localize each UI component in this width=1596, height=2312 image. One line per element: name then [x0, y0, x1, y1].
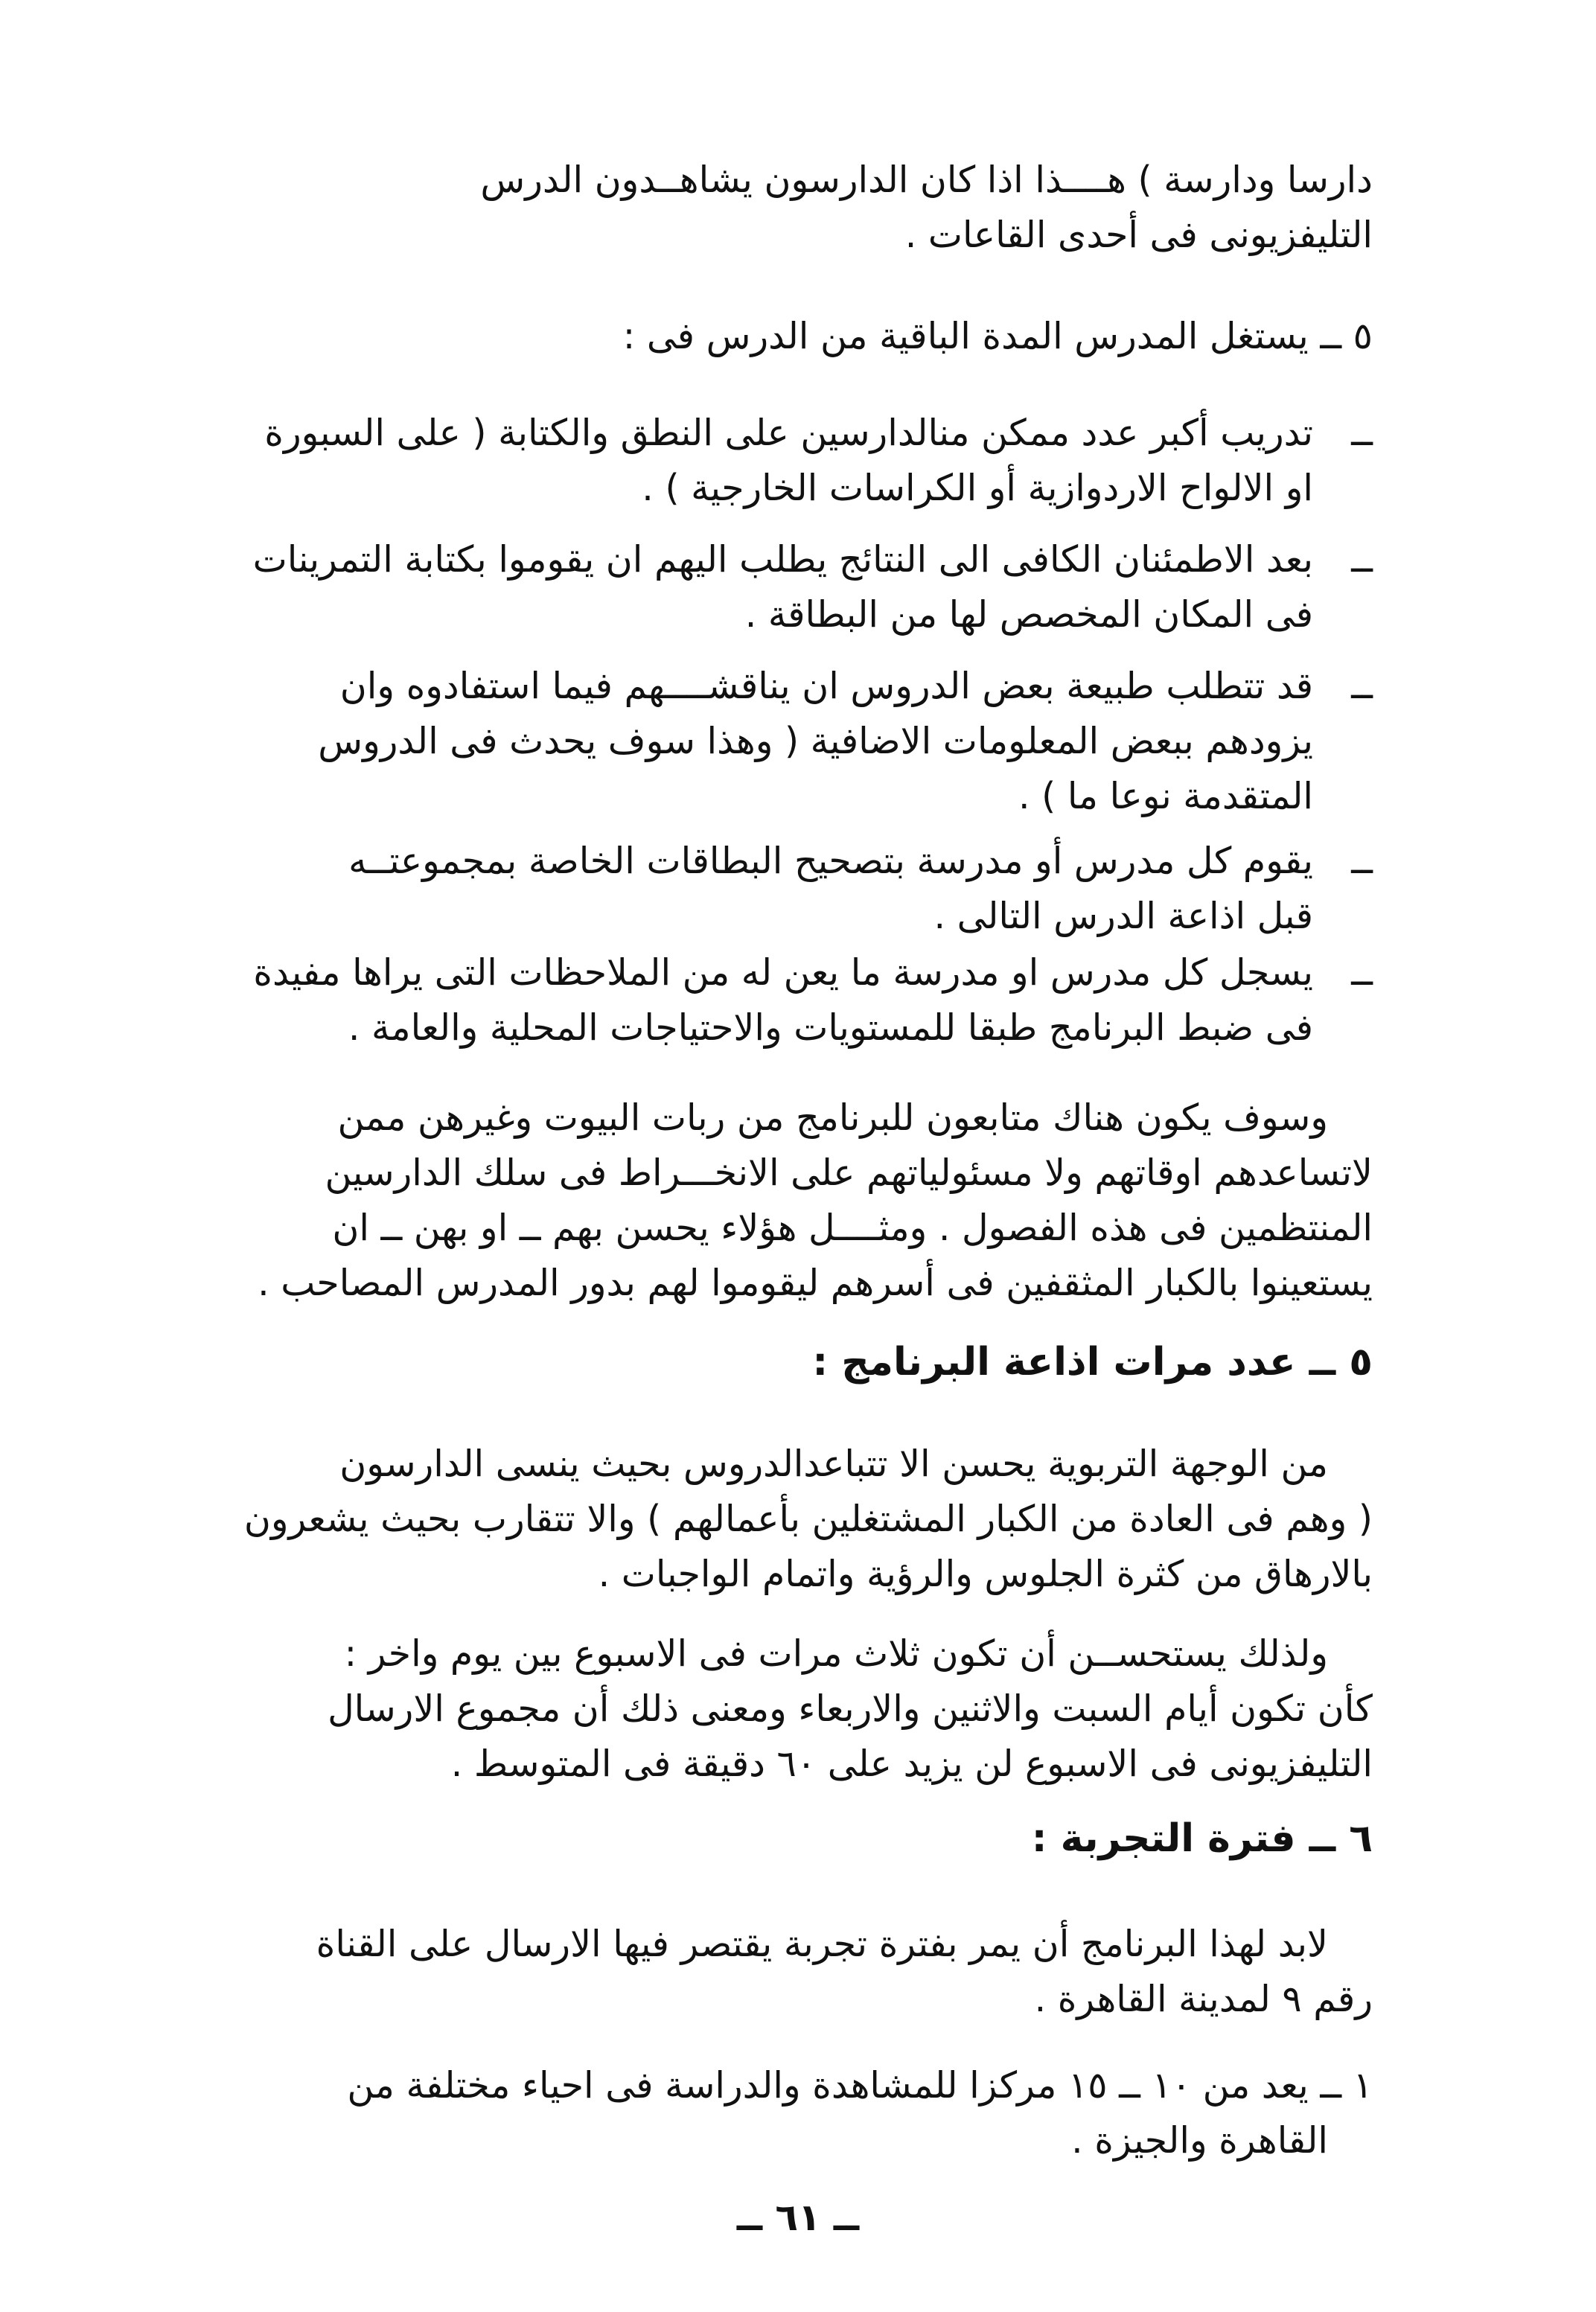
dash-marker: ــ	[1351, 840, 1373, 882]
text-line: ولذلك يستحســن أن تكون ثلاث مرات فى الاسبوع بين يوم واخر :	[344, 1632, 1328, 1675]
text-line: ٥ ــ يستغل المدرس المدة الباقية من الدرس فى :	[622, 315, 1373, 357]
text-line: المنتظمين فى هذه الفصول . ومثــــل هؤلاء يحسن بهم ــ او بهن ــ ان	[332, 1207, 1373, 1249]
dash-marker: ــ	[1351, 665, 1373, 707]
text-line: بالارهاق من كثرة الجلوس والرؤية واتمام الواجبات .	[598, 1553, 1373, 1595]
text-line: بعد الاطمئنان الكافى الى النتائج يطلب اليهم ان يقوموا بكتابة التمرينات	[252, 538, 1313, 581]
section-heading: ٥ ــ عدد مرات اذاعة البرنامج :	[812, 1340, 1373, 1385]
text-line: تدريب أكبر عدد ممكن منالدارسين على النطق والكتابة ( على السبورة	[264, 412, 1313, 454]
bullet-item	[256, 834, 1373, 944]
dash-marker: ــ	[1351, 412, 1373, 454]
text-line: كأن تكون أيام السبت والاثنين والاربعاء ومعنى ذلك أن مجموع الارسال	[328, 1687, 1373, 1730]
paragraph-schedule	[278, 1626, 1373, 1792]
text-line: وسوف يكون هناك متابعون للبرنامج من ربات البيوت وغيرهن ممن	[337, 1096, 1328, 1139]
text-line: ( وهم فى العادة من الكبار المشتغلين بأعمالهم ) والا تتقارب بحيث يشعرون	[243, 1498, 1373, 1540]
text-line: من الوجهة التربوية يحسن الا تتباعدالدروس بحيث ينسى الدارسون	[339, 1443, 1328, 1485]
bullet-item	[252, 532, 1373, 642]
paragraph-pedagogy	[243, 1437, 1373, 1602]
text-line: ١ ــ يعد من ١٠ ــ ١٥ مركزا للمشاهدة والدراسة فى احياء مختلفة من	[347, 2064, 1373, 2107]
text-line: يستعينوا بالكبار المثقفين فى أسرهم ليقوموا لهم بدور المدرس المصاحب .	[258, 1262, 1373, 1304]
text-line: فى ضبط البرنامج طبقا للمستويات والاحتياجات المحلية والعامة .	[348, 1006, 1313, 1049]
dash-marker: ــ	[1351, 951, 1373, 994]
section-5-intro	[278, 309, 1373, 364]
text-line: قبل اذاعة الدرس التالى .	[933, 895, 1313, 937]
paragraph-continuation	[278, 153, 1373, 263]
numbered-item	[278, 2058, 1373, 2168]
text-line: دارسا ودارسة ) هــــذا اذا كان الدارسون يشاهــدون الدرس	[480, 159, 1373, 201]
text-line: القاهرة والجيزة .	[1071, 2119, 1328, 2162]
text-line: فى المكان المخصص لها من البطاقة .	[744, 593, 1313, 636]
text-line: التليفزيونى فى أحدى القاعات .	[904, 214, 1373, 256]
bullet-item	[253, 945, 1373, 1056]
section-heading: ٦ ــ فترة التجربة :	[1031, 1816, 1373, 1861]
text-line: لاتساعدهم اوقاتهم ولا مسئولياتهم على الانخـــراط فى سلك الدارسين	[325, 1152, 1373, 1194]
paragraph-followers	[258, 1090, 1373, 1311]
page-number: ــ ٦١ ــ	[736, 2196, 860, 2239]
text-line: رقم ٩ لمدينة القاهرة .	[1034, 1978, 1373, 2020]
text-line: لابد لهذا البرنامج أن يمر بفترة تجربة يقتصر فيها الارسال على القناة	[316, 1923, 1328, 1965]
bullet-item	[256, 406, 1373, 516]
text-line: يسجل كل مدرس او مدرسة ما يعن له من الملاحظات التى يراها مفيدة	[253, 951, 1313, 994]
bullet-item	[256, 659, 1373, 824]
text-line: المتقدمة نوعا ما ) .	[1018, 775, 1313, 817]
dash-marker: ــ	[1351, 538, 1373, 581]
text-line: قد تتطلب طبيعة بعض الدروس ان يناقشــــهم فيما استفادوه وان	[339, 665, 1313, 707]
text-line: او الالواح الاردوازية أو الكراسات الخارجية ) .	[642, 467, 1313, 509]
paragraph-trial	[278, 1917, 1373, 2027]
text-line: يقوم كل مدرس أو مدرسة بتصحيح البطاقات الخاصة بمجموعتــه	[348, 840, 1313, 882]
text-line: التليفزيونى فى الاسبوع لن يزيد على ٦٠ دقيقة فى المتوسط .	[450, 1743, 1373, 1785]
text-line: يزودهم ببعض المعلومات الاضافية ( وهذا سوف يحدث فى الدروس	[318, 720, 1313, 762]
